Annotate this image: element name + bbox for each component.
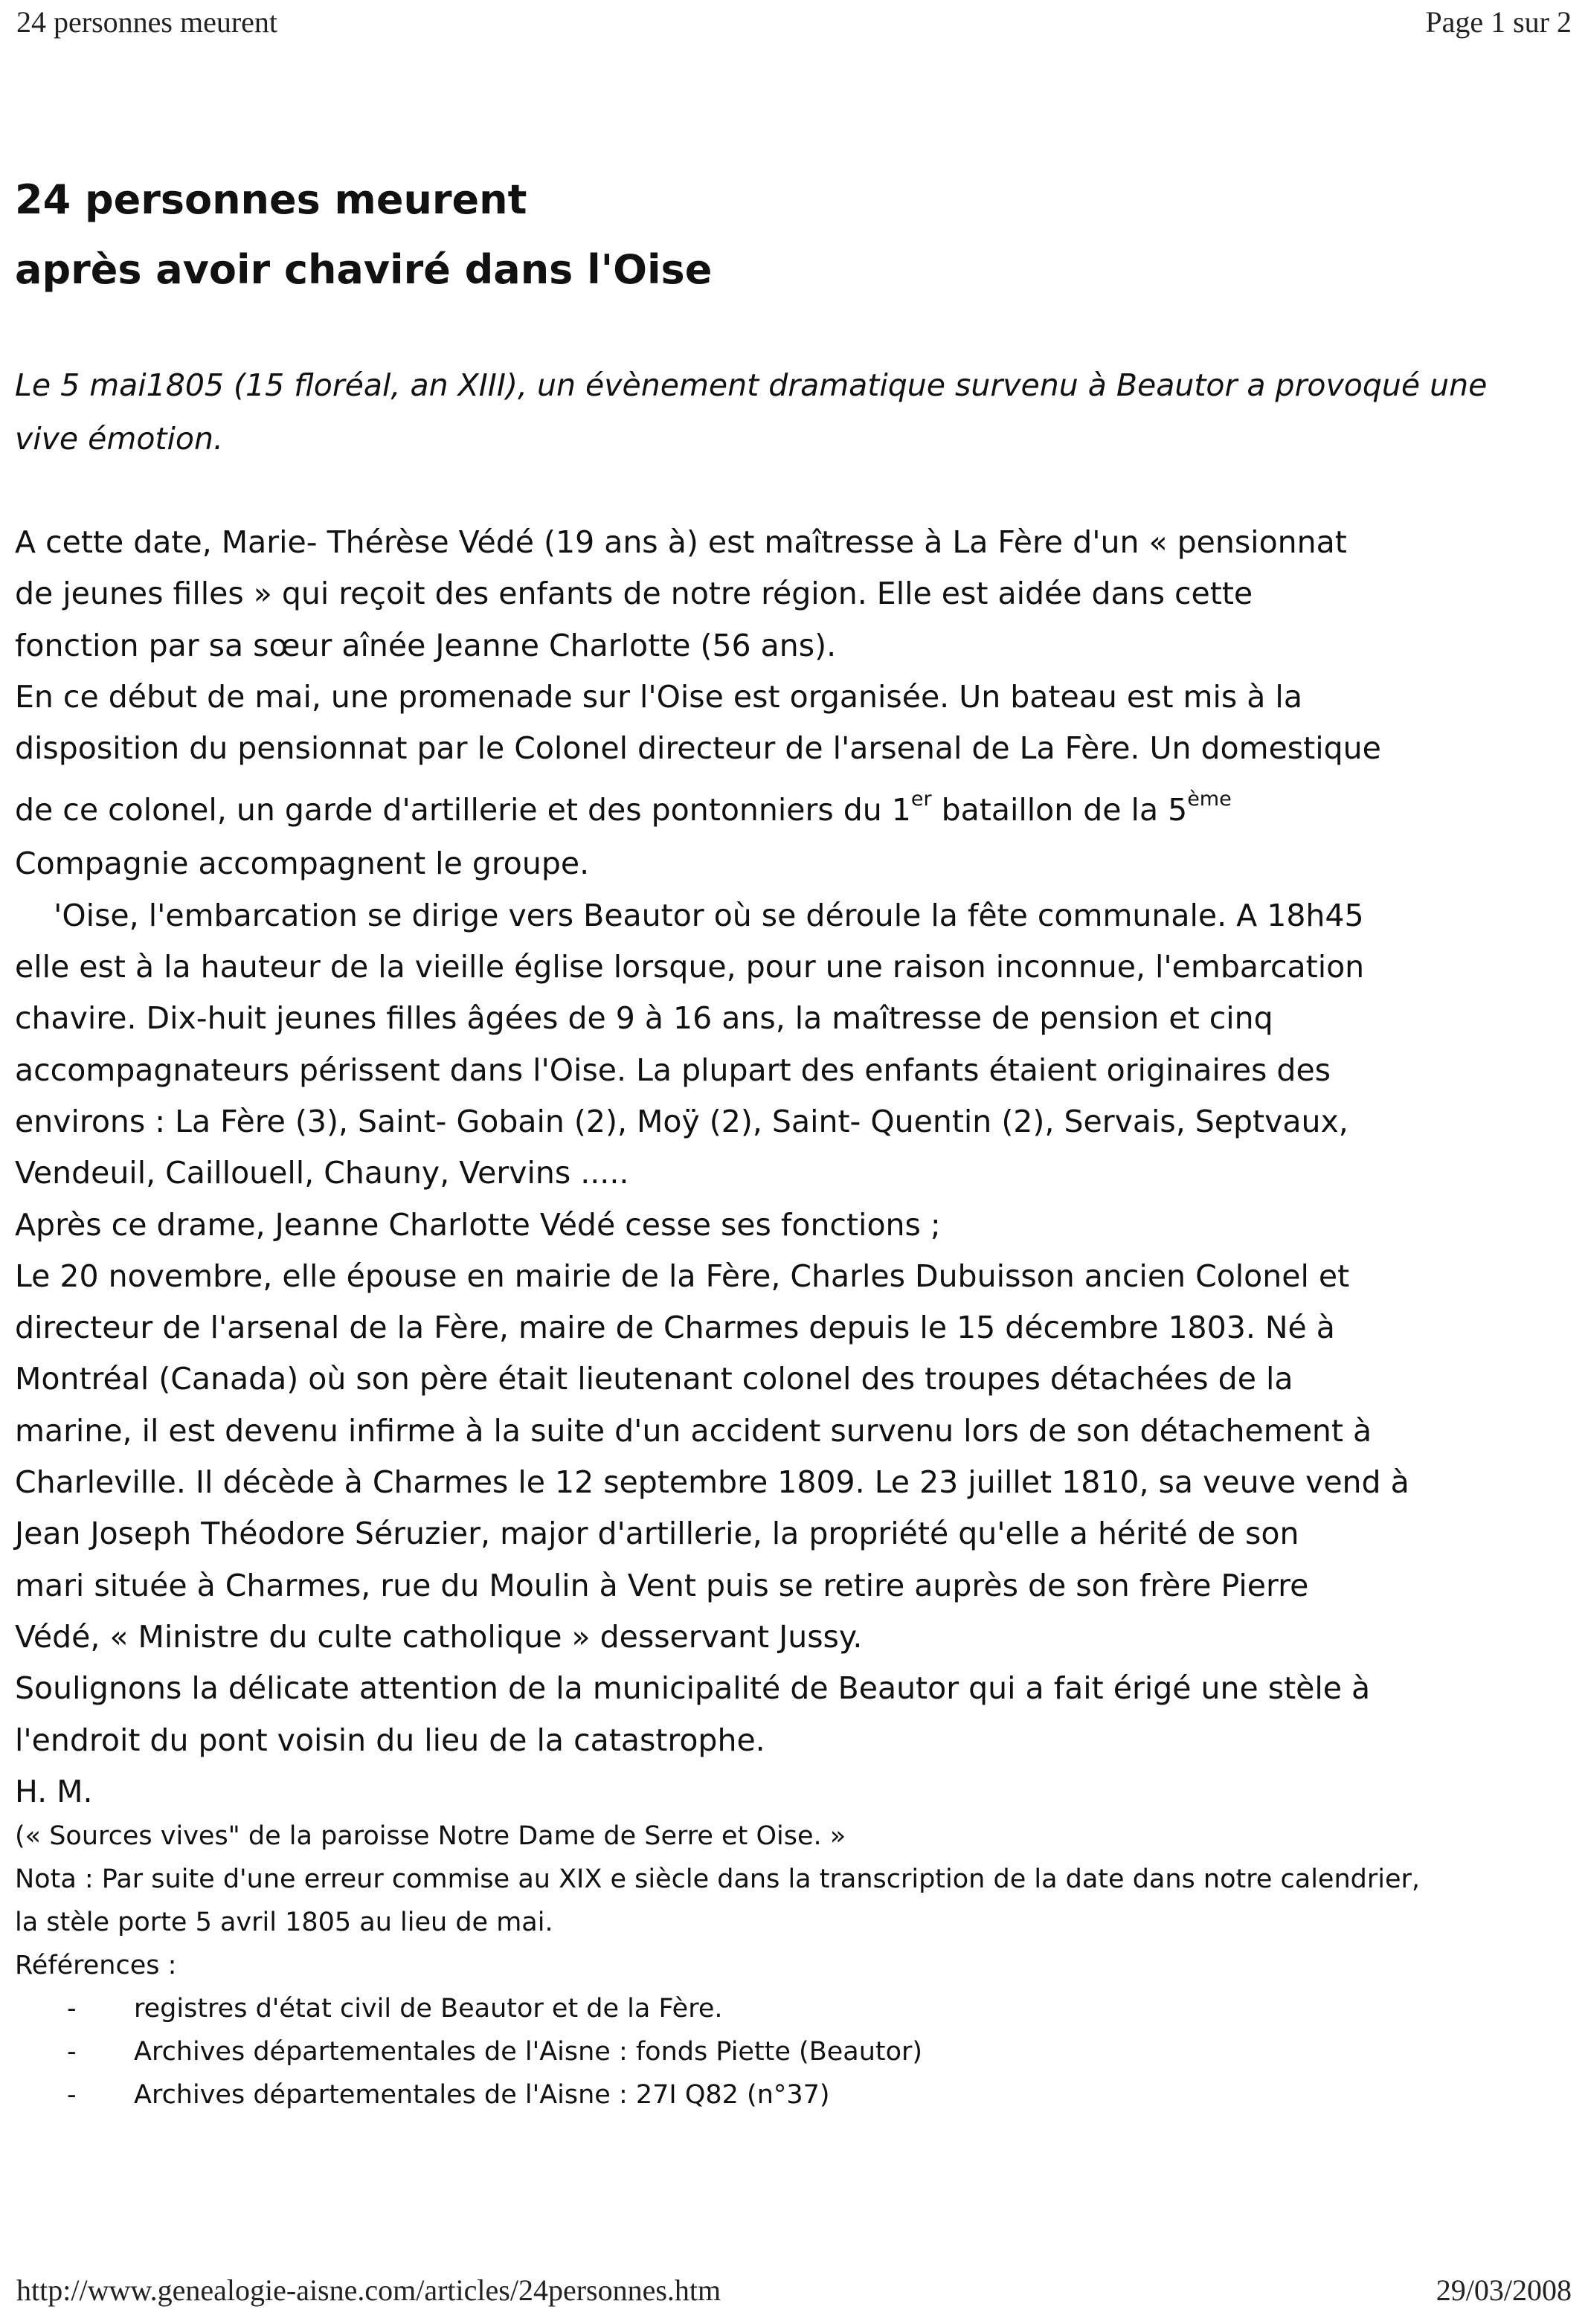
nota-line: la stèle porte 5 avril 1805 au lieu de mai.	[15, 1908, 553, 1937]
references-title: Références :	[15, 1951, 177, 1980]
article-notes	[15, 1815, 1584, 2117]
body-text: bataillon de la 5	[931, 792, 1188, 828]
author-signature: H. M.	[15, 1773, 93, 1809]
body-line: mari située à Charmes, rue du Moulin à Vent puis se retire auprès de son frère Pierre	[15, 1567, 1309, 1603]
superscript-er: er	[910, 788, 932, 811]
print-footer-date: 29/03/2008	[1436, 2273, 1572, 2307]
print-header-page-number: Page 1 sur 2	[1425, 5, 1572, 39]
body-line: Charleville. Il décède à Charmes le 12 septembre 1809. Le 23 juillet 1810, sa veuve vend à	[15, 1464, 1409, 1501]
source-note: (« Sources vives" de la paroisse Notre Dame de Serre et Oise. »	[15, 1821, 846, 1851]
body-line: Védé, « Ministre du culte catholique » desservant Jussy.	[15, 1618, 863, 1655]
list-bullet: -	[67, 1994, 77, 2024]
body-line: elle est à la hauteur de la vieille église lorsque, pour une raison inconnue, l'embarcation	[15, 949, 1365, 985]
title-line-1: 24 personnes meurent	[15, 176, 527, 223]
reference-text: Archives départementales de l'Aisne : fonds Piette (Beautor)	[134, 2037, 923, 2067]
list-bullet: -	[67, 2080, 77, 2110]
body-line: fonction par sa sœur aînée Jeanne Charlotte (56 ans).	[15, 627, 837, 663]
reference-text: registres d'état civil de Beautor et de la Fère.	[134, 1994, 723, 2024]
body-line: directeur de l'arsenal de la Fère, maire de Charmes depuis le 15 décembre 1803. Né à	[15, 1310, 1335, 1346]
body-line: l'endroit du pont voisin du lieu de la catastrophe.	[15, 1722, 765, 1758]
body-text: de ce colonel, un garde d'artillerie et des pontonniers du 1	[15, 792, 911, 828]
body-line: Jean Joseph Théodore Séruzier, major d'artillerie, la propriété qu'elle a hérité de son	[15, 1516, 1299, 1552]
body-line: Après ce drame, Jeanne Charlotte Védé cesse ses fonctions ;	[15, 1206, 941, 1243]
body-line: de jeunes filles » qui reçoit des enfants de notre région. Elle est aidée dans cette	[15, 576, 1253, 612]
body-line: marine, il est devenu infirme à la suite d'un accident survenu lors de son détachement à	[15, 1412, 1372, 1449]
references-list	[15, 1987, 1584, 2117]
reference-item	[15, 2073, 1584, 2117]
reference-item	[15, 2030, 1584, 2073]
body-line: En ce début de mai, une promenade sur l'Oise est organisée. Un bateau est mis à la	[15, 678, 1302, 715]
body-line-with-superscripts	[15, 774, 1569, 838]
body-line: 'Oise, l'embarcation se dirige vers Beautor où se déroule la fête communale. A 18h45	[15, 897, 1364, 933]
article-title	[15, 165, 712, 305]
nota-line: Nota : Par suite d'une erreur commise au XIX e siècle dans la transcription de la date dans notre calendrier,	[15, 1864, 1421, 1894]
superscript-eme: ème	[1187, 788, 1232, 811]
body-line: Montréal (Canada) où son père était lieutenant colonel des troupes détachées de la	[15, 1361, 1293, 1397]
article-intro: Le 5 mai1805 (15 floréal, an XIII), un évènement dramatique survenu à Beautor a provoqué une vive émotion.	[15, 367, 1488, 457]
body-line: disposition du pensionnat par le Colonel directeur de l'arsenal de La Fère. Un domestique	[15, 730, 1381, 767]
article-body	[15, 517, 1569, 1818]
body-line: A cette date, Marie- Thérèse Védé (19 ans à) est maîtresse à La Fère d'un « pensionnat	[15, 524, 1347, 560]
body-line: Soulignons la délicate attention de la municipalité de Beautor qui a fait érigé une stèle à	[15, 1670, 1371, 1707]
list-bullet: -	[67, 2037, 77, 2067]
body-line: environs : La Fère (3), Saint- Gobain (2), Moÿ (2), Saint- Quentin (2), Servais, Septvaux,	[15, 1103, 1348, 1139]
body-line: chavire. Dix-huit jeunes filles âgées de 9 à 16 ans, la maîtresse de pension et cinq	[15, 1000, 1273, 1037]
print-header-title: 24 personnes meurent	[16, 5, 278, 39]
print-footer-url: http://www.genealogie-aisne.com/articles/24personnes.htm	[16, 2273, 721, 2307]
body-line: Le 20 novembre, elle épouse en mairie de la Fère, Charles Dubuisson ancien Colonel et	[15, 1258, 1350, 1294]
body-line: Compagnie accompagnent le groupe.	[15, 846, 590, 882]
reference-text: Archives départementales de l'Aisne : 27I Q82 (n°37)	[134, 2080, 830, 2110]
reference-item	[15, 1987, 1584, 2030]
body-line: accompagnateurs périssent dans l'Oise. La plupart des enfants étaient originaires des	[15, 1052, 1331, 1088]
body-line: Vendeuil, Caillouell, Chauny, Vervins .....	[15, 1155, 629, 1191]
title-line-2: après avoir chaviré dans l'Oise	[15, 246, 713, 293]
